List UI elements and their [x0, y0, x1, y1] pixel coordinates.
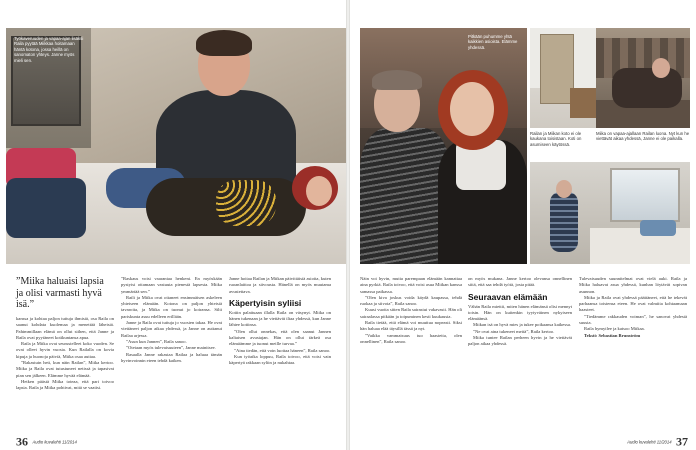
paragraph: Vähän Raila miettii, miten hänen elämänsä olisi mennyt toisin. Hän on kuitenkin tyytyväinen nykyiseen elämäänsä. [468, 303, 572, 322]
paragraph: ”Vaikka vammaisuus tuo haasteita, olen onnellinen”, Raila sanoo. [360, 332, 462, 344]
photo-man-hair [196, 30, 252, 56]
paragraph: ”Raskaus voisi vaarantaa henkeni. En myöskään pystyisi ottamaan vastuuta pienestä lapsesta. Miika ymmärtää sen.” [121, 276, 222, 294]
left-page [0, 0, 346, 450]
photo-man-hair [372, 70, 422, 90]
paragraph: Tulevaisuuden suunnitelmat ovat vielä auki. Raila ja Miika haluavat asua yhdessä, kunhan löytävät sopivan asunnon. [579, 276, 687, 294]
text-column-2 [121, 276, 222, 434]
section-heading: Seuraavan elämään [468, 291, 548, 302]
photo-caption-top: Railan ja Miikan koto ei ole kaukana toisistaan. Koti on asumiseen käytössä. [530, 131, 582, 147]
paragraph: Raili ja Miika ovat ottaneet ensimmäisen askeleen yhteiseen elämään. Kotona on paljon yhteisiä tavaroita, ja Miika on tuonut jo koiransa. Silti pariskunta asuu edelleen erillään. [121, 294, 222, 319]
paragraph: Kotiin palattuaan illalla Raila on väsynyt. Miika on hänen tukenaan ja he viettävät iltaa yhdessä, kun Janne lähtee kotiinsa. [229, 309, 331, 328]
text-column-1 [16, 316, 114, 434]
paragraph: Raila tietää, että elämä voi muuttua nopeasti. Siksi hän haluaa elää täysillä tässä ja nyt. [360, 320, 462, 332]
paragraph: Miikan isä on hyvä mies ja tukee poikaansa kaikessa. [473, 322, 572, 328]
text-column-6 [579, 276, 687, 434]
paragraph: Janne ja Raila ovat tuttuja jo vuosien takaa. He ovat viettäneet paljon aikaa yhdessä, ja Janne on auttanut Railaa arjessa. [121, 320, 222, 338]
byline: Teksti: Sebastian Brunström [584, 332, 641, 338]
paragraph: ”Olen ollut onnekas, että olen saanut Jannen kaltaisen avustajan. Hän on ollut tärkeä osa elämäämme ja tuonut meille turvaa.” [229, 328, 331, 347]
paragraph: Rasaalla Janne rakastaa Railaa ja haluaa tämän hyvinvoinnin eteen tehdä kaiken. [121, 351, 222, 363]
paragraph: ”Asun kun Jannen”, Raila sanoo. [126, 338, 187, 344]
paragraph: Kun työaika loppuu, Raila toivoo, että voisi vain käpertyä rakkaan syliin ja nukahtaa. [229, 353, 331, 366]
right-page [350, 0, 696, 450]
magazine-issue: Audio kuvalehti 11/2014 [32, 439, 77, 445]
paragraph: Raila hymyilee ja katsoo Miikaa. [584, 326, 645, 332]
paragraph: ”Ne ovat aina tukeneet meitä”, Raila kertoo. [473, 328, 555, 334]
paragraph: on myös mukana. Janne kertoo olevansa onnellinen siitä, että saa tehdä työtä, josta pitää. [468, 276, 572, 288]
photo-man-body [360, 128, 450, 264]
page-folio-left [16, 433, 77, 450]
pull-quote: ”Miika haluaisi lapsia ja olisi varmasti hyvä isä.” [16, 276, 104, 310]
paragraph: ”Tiedämme rakkauden voiman”, he sanovat yhdestä suusta. [579, 313, 687, 326]
photo-caption-mid: Miika on vapaa-ajallaan Railan luona. Nyt kun he viettävät aikaa yhdessä, Janne ei ole paikalla. [596, 131, 690, 142]
photo-woman-face [450, 82, 494, 136]
photo-man-head [556, 180, 572, 198]
photo-blanket [6, 178, 86, 238]
photo-man-head [652, 58, 670, 78]
page-number: 37 [676, 434, 688, 449]
photo-pillow [640, 220, 676, 236]
photo-living-room [596, 28, 690, 128]
page-number: 36 [16, 434, 28, 449]
paragraph: Hetken päästä Miika toteaa, että pari toivoo lapsia. Raila ja Miika pohtivat, mitä se vaatisi. [16, 378, 114, 391]
paragraph: Näin voi hyvin, mutta parempaan elämään kannattaa aina pyrkiä. Raila toivoo, että voisi asua Miikan kanssa samassa paikassa. [360, 276, 462, 294]
paragraph: Miika tuntee Railan perheen hyvin ja he viettävät paljon aikaa yhdessä. [468, 335, 572, 347]
paragraph: kanssa ja kohtaa paljon tuttuja ihmisiä, osa Raila on saanut kohdata kuolemaa ja menettää läheisiä. Pahimmillaan elämä on ollut siihen, että Janne ja Raila ovat pyytäneet kotikuntansa apua. [16, 316, 114, 340]
photo-window [610, 168, 680, 222]
text-column-5 [468, 276, 572, 434]
magazine-issue: Audio kuvalehti 11/2014 [627, 439, 672, 445]
photo-door [540, 34, 574, 104]
paragraph: ”Aina tiedän, että voin luottaa häneen”, Raila sanoo. [234, 347, 331, 353]
paragraph: Miika ja Raila ovat yhdessä päättäneet, että he tekevät parhaansa toistensa eteen. He ovat valmiita kohtaamaan haasteet. [579, 294, 687, 313]
text-column-3 [229, 276, 331, 434]
text-column-4 [360, 276, 462, 434]
photo-man [550, 192, 578, 252]
paragraph: ”Olen kiva joskus voida käydä kaupassa, tehdä ruokaa ja siivota”, Raila sanoo. [360, 294, 462, 307]
paragraph: Raila ja Miika ovat seurustelleet koko vuoden. Se ovat olleet hyvin vuosia. Kun Railalla on kovia kipuja ja huonoja päiviä, Miika osaa auttaa. [16, 341, 114, 359]
section-heading: Käpertyisin syliisi [229, 297, 302, 308]
photo-man [612, 68, 682, 108]
photo-bedroom [530, 162, 690, 264]
photo-woman-dress [216, 180, 276, 226]
photo-couple-portrait [360, 28, 527, 264]
main-photo-couple-on-bed [6, 28, 346, 264]
page-folio-right [627, 433, 688, 450]
paragraph: ”Otetaan myös tulevaisuuteen”, Janne mainitsee. [126, 345, 216, 351]
paragraph: Kuusi vuotta sitten Raila sairastui vakavasti. Hän oli sairaalassa pitkään ja toipuminen kesti kuukausia. [360, 307, 462, 319]
photo-caption: Työkaveruuden ja vapaa-ajan lisäksi Raila pyytää Miikkaa hoitamaan häntä kotona, jossa heillä on sanomaton yhteys. Janne myös mieli sen. [14, 36, 84, 63]
photo-woman-face [306, 176, 332, 206]
paragraph: Janne hoitaa Railan ja Miikan päivittäisiä asioita, kuten ruoanlaittoa ja siivousta. Hänellä on myös muutama avustettava. [229, 276, 331, 294]
photo-caption: Pitkään puhumme yhtä kaikkien asioista. Elämme yhdessä. [468, 34, 518, 50]
paragraph: ”Rakastuin heti, kun näin Railan”, Miika kertoo. Miika ja Raila ovat tutustuneet netissä ja tapasivat pian sen jälkeen. Elämme hyvää elämää. [16, 360, 114, 378]
